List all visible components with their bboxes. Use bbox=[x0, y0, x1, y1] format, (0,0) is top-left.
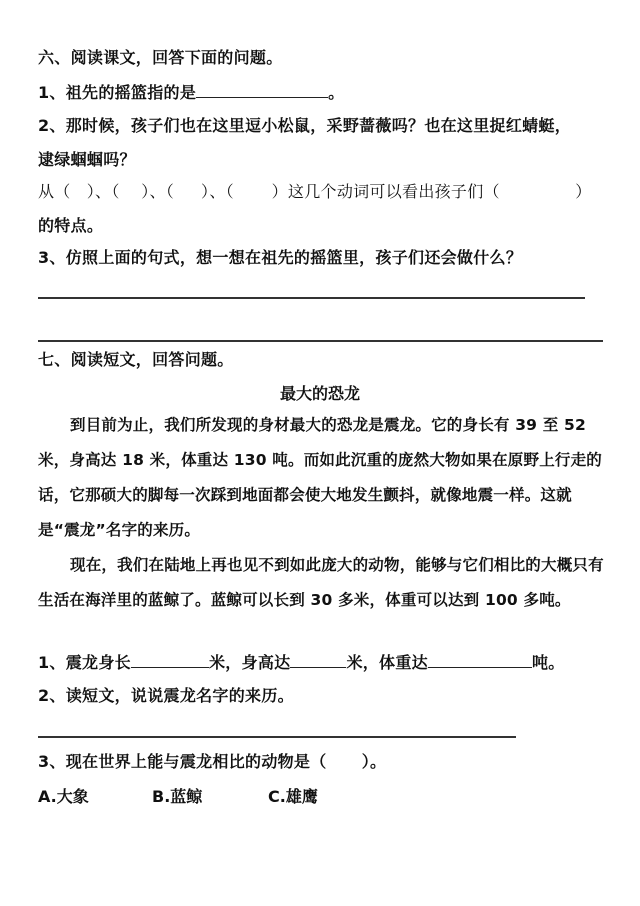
section7-heading: 七、阅读短文，回答问题。 bbox=[38, 350, 234, 369]
option-c[interactable]: C.雄鹰 bbox=[268, 787, 318, 806]
section7-q1 bbox=[38, 652, 565, 673]
answer-line-2[interactable] bbox=[38, 340, 603, 342]
height-blank[interactable] bbox=[290, 652, 346, 668]
section6-heading: 六、阅读课文，回答下面的问题。 bbox=[38, 48, 283, 67]
section6-q1 bbox=[38, 82, 344, 103]
option-a[interactable]: A.大象 bbox=[38, 787, 89, 806]
section6-q2-line1: 2、那时候，孩子们也在这里逗小松鼠，采野蔷薇吗？也在这里捉红蜻蜓， bbox=[38, 116, 572, 135]
q1-part4: 吨。 bbox=[531, 653, 565, 672]
q1-part2: 米，身高达 bbox=[208, 653, 291, 672]
section6-q3: 3、仿照上面的句式，想一想在祖先的摇篮里，孩子们还会做什么？ bbox=[38, 248, 523, 267]
section6-q2-fill-line[interactable]: 从（ ）、（ ）、（ ）、（ ）这几个动词可以看出孩子们（ ） bbox=[38, 182, 592, 201]
q1-prefix: 1、祖先的摇篮指的是 bbox=[38, 83, 197, 102]
weight-blank[interactable] bbox=[428, 652, 532, 668]
article-title: 最大的恐龙 bbox=[279, 384, 360, 403]
q1-part1: 1、震龙身长 bbox=[38, 653, 131, 672]
option-b[interactable]: B.蓝鲸 bbox=[152, 787, 203, 806]
q1-answer-blank[interactable] bbox=[196, 82, 328, 98]
section7-q2: 2、读短文，说说震龙名字的来历。 bbox=[38, 686, 294, 705]
section6-q2-line2: 逮绿蝈蝈吗？ bbox=[38, 150, 136, 169]
article-paragraph-2: 现在，我们在陆地上再也见不到如此庞大的动物，能够与它们相比的大概只有生活在海洋里的蓝鲸了。蓝鲸可以长到 30 多米，体重可以达到 100 多吨。 bbox=[38, 556, 604, 609]
section7-q3: 3、现在世界上能与震龙相比的动物是（ ）。 bbox=[38, 752, 387, 771]
answer-line-3[interactable] bbox=[38, 736, 516, 738]
q1-suffix: 。 bbox=[328, 83, 345, 102]
answer-line-1[interactable] bbox=[38, 297, 585, 299]
article-paragraph-1: 到目前为止，我们所发现的身材最大的恐龙是震龙。它的身长有 39 至 52 米，身高达 18 米，体重达 130 吨。而如此沉重的庞然大物如果在原野上行走的话，它那硕大的脚每一次踩到地面都会使大地发生颤抖，就像地震一样。这就是“震龙”名字的来历。 bbox=[38, 416, 603, 539]
section6-q2-fill-line2: 的特点。 bbox=[38, 216, 104, 235]
q1-part3: 米，体重达 bbox=[346, 653, 428, 672]
length-blank[interactable] bbox=[131, 652, 209, 668]
